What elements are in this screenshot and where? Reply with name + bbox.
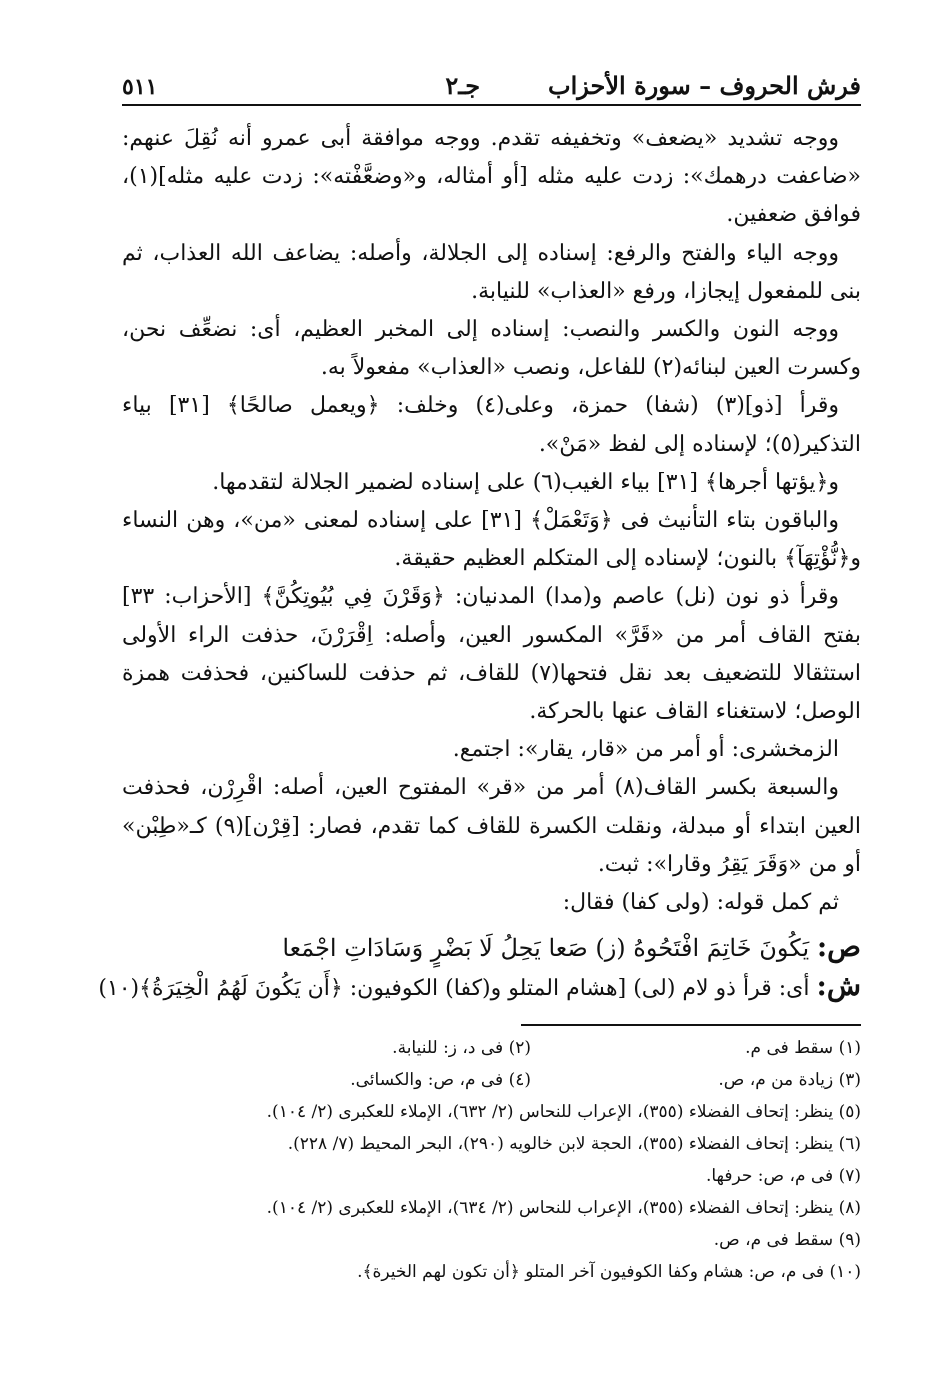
paragraph: ووجه النون والكسر والنصب: إسناده إلى المخبر العظيم، أى: نضعِّف نحن، وكسرت العين لبنائه(٢) للفاعل، ونصب «العذاب» مفعولاً به. [122, 317, 861, 381]
paragraph: وقرأ ذو نون (نل) عاصم و(مدا) المدنيان: ﴿وَقَرْنَ فِي بُيُوتِكُنَّ﴾ [الأحزاب: ٣٣] بفتح القاف أمر من «قَرَّ» المكسور العين، وأصله: اِقْرَرْنَ، حذفت الراء الأولى استثقالا للتضعيف بعد نقل فتحها(٧) للقاف، ثم حذفت للساكنين، فحذفت همزة الوصل؛ لاستغناء القاف عنها بالحركة. [122, 584, 861, 725]
footnote: (٥) ينظر: إتحاف الفضلاء (٣٥٥)، الإعراب للنحاس (٢/ ٦٣٢)، الإملاء للعكبرى (٢/ ١٠٤). [266, 1102, 861, 1123]
footnote: (١) سقط فى م. [745, 1038, 861, 1059]
footnote: (٨) ينظر: إتحاف الفضلاء (٣٥٥)، الإعراب للنحاس (٢/ ٦٣٤)، الإملاء للعكبرى (٢/ ١٠٤). [266, 1198, 861, 1219]
footnote: (١٠) فى م، ص: هشام وكفا الكوفيون آخر المتلو ﴿أن تكون لهم الخيرة﴾. [357, 1262, 861, 1283]
commentary-line [98, 967, 861, 1008]
footnote: (٣) زيادة من م، ص. [718, 1070, 861, 1091]
paragraph: ووجه الياء والفتح والرفع: إسناده إلى الجلالة، وأصله: يضاعف الله العذاب، ثم بنى للمفعول إيجازا، ورفع «العذاب» للنيابة. [122, 240, 861, 304]
footnote: (٢) فى د، ز: للنيابة. [392, 1038, 531, 1059]
page-header [122, 60, 861, 106]
footnote-divider [521, 1024, 861, 1026]
verse-line [122, 928, 861, 967]
main-text [98, 120, 862, 1008]
paragraph: الزمخشرى: أو أمر من «قار، يقار»: اجتمع. [452, 737, 839, 763]
verse-text: يَكُونَ خَاتِمَ افْتَحُوهُ (ز) صَعا يَحِلُ لَا بَضْرٍ وَسَادَاتِ اجْمَعا [282, 934, 810, 963]
footnote: (٧) فى م، ص: حرفها. [705, 1166, 861, 1187]
footnote: (٩) سقط فى م، ص. [713, 1230, 861, 1251]
paragraph: ثم كمل قوله: (ولى كفا) فقال: [562, 890, 839, 916]
paragraph: و﴿يؤتها أجرها﴾ [٣١] بياء الغيب(٦) على إسناده لضمير الجلالة لتقدمها. [212, 469, 839, 495]
paragraph: والباقون بتاء التأنيث فى ﴿وَتَعْمَلْ﴾ [٣١] على إسناده لمعنى «من»، وهن النساء و﴿نُّؤْتِهَآ﴾ بالنون؛ لإسناده إلى المتكلم العظيم حقيقة. [122, 508, 861, 572]
footnote: (٦) ينظر: إتحاف الفضلاء (٣٥٥)، الحجة لابن خالويه (٢٩٠)، البحر المحيط (٧/ ٢٢٨). [287, 1134, 861, 1155]
sad-label: ص: [816, 930, 861, 964]
footnote-row [122, 1032, 861, 1064]
commentary-text: أى: قرأ ذو لام (لى) [هشام المتلو و(كفا) الكوفيون: ﴿أَن يَكُونَ لَهُمُ الْخِيَرَةُ﴾(١٠) [98, 976, 810, 1002]
shin-label: ش: [816, 969, 861, 1003]
volume-label: جـ٢ [445, 71, 481, 100]
paragraph: والسبعة بكسر القاف(٨) أمر من «قر» المفتوح العين، أصله: اقْرِرْن، فحذفت العين ابتداء أو مبدلة، ونقلت الكسرة للقاف كما تقدم، فصار: [قِرْن](٩) كـ«طِبْن» أو من «وَقَرَ يَقِرُ وقارا»: ثبت. [122, 775, 862, 877]
footnote-row [122, 1064, 861, 1096]
footnotes [122, 1032, 861, 1288]
paragraph: ووجه تشديد «يضعف» وتخفيفه تقدم. ووجه موافقة أبى عمرو أنه نُقِلَ عنهم: «ضاعفت درهمك»: زدت عليه مثله [أو أمثاله، و«وضعَّفْته»: زدت عليه مثله](١)، فوافق ضعفين. [122, 126, 861, 228]
running-title: فرش الحروف – سورة الأحزاب [548, 71, 861, 100]
paragraph: وقرأ [ذو](٣) (شفا) حمزة، وعلى(٤) وخلف: ﴿ويعمل صالحًا﴾ [٣١] بياء التذكير(٥)؛ لإسناده إلى لفظ «مَنْ». [122, 393, 861, 457]
footnote: (٤) فى م، ص: والكسائى. [350, 1070, 531, 1091]
page-number: ٥١١ [122, 74, 158, 100]
